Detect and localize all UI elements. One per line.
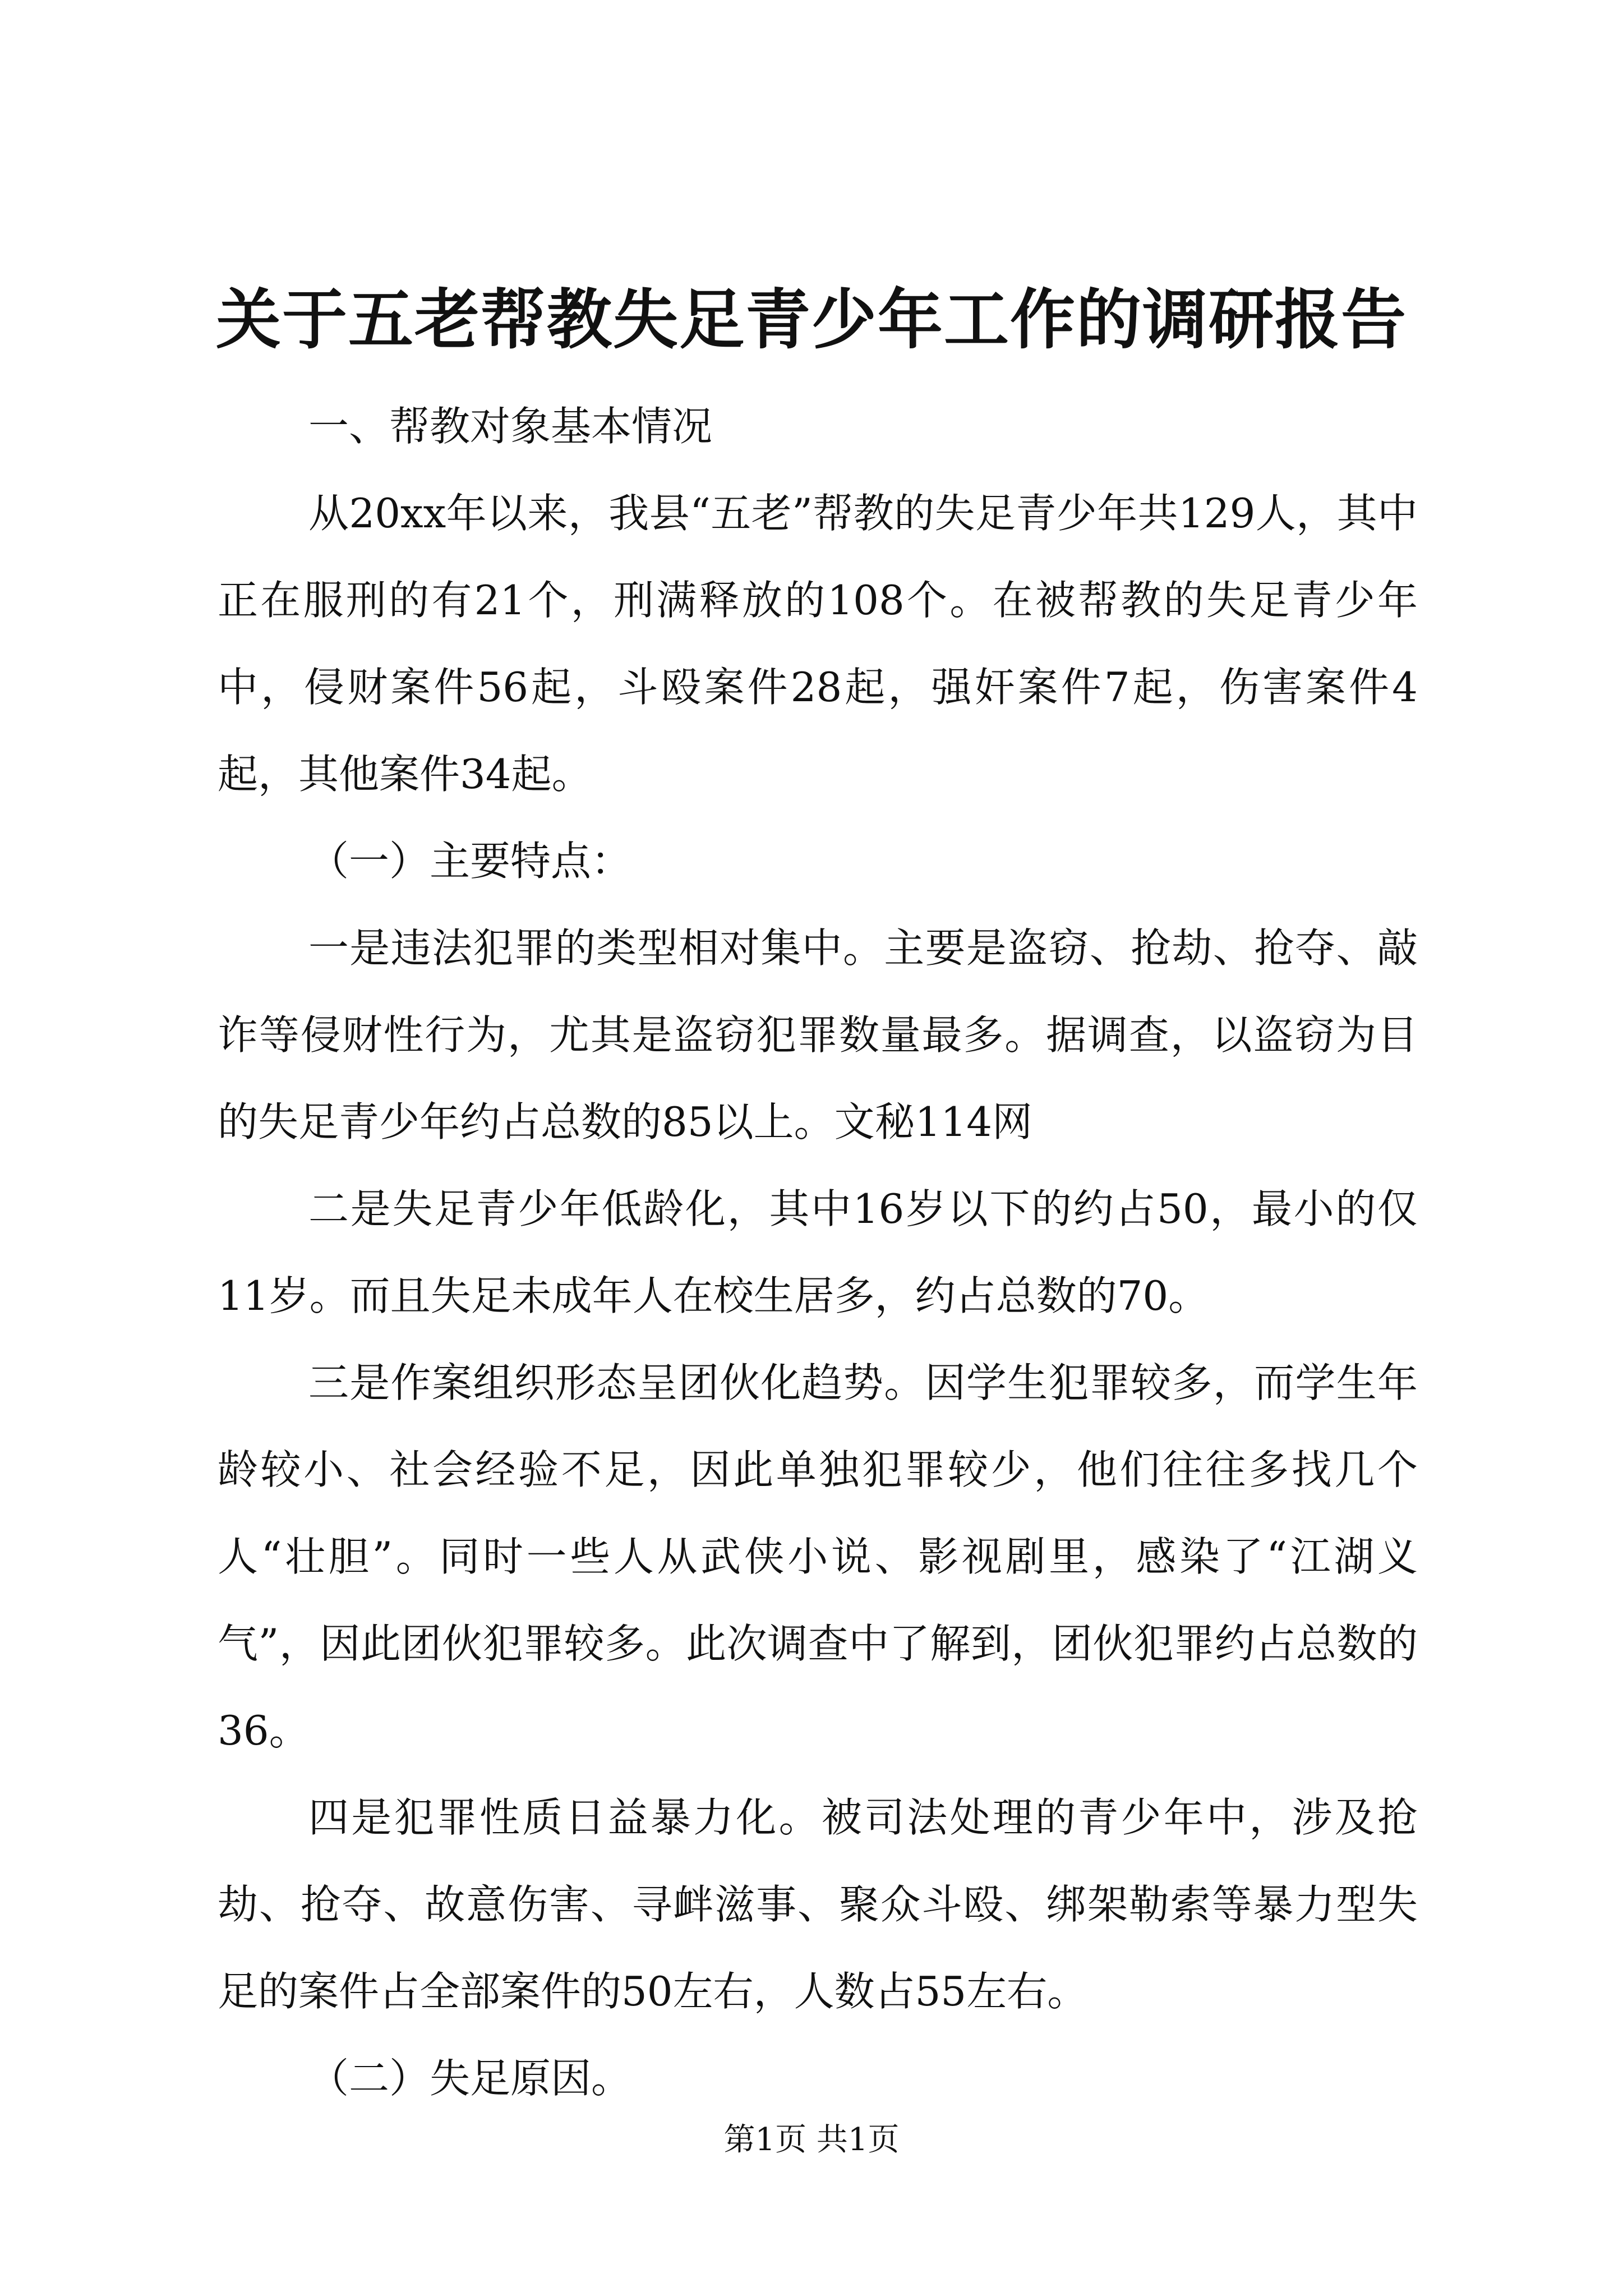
- paragraph-overview: 从20xx年以来，我县“五老”帮教的失足青少年共129人，其中正在服刑的有21个，刑满释放的108个。在被帮教的失足青少年中，侵财案件56起，斗殴案件28起，强奸案件7起，伤害案件4起，其他案件34起。: [218, 490, 1418, 798]
- paragraph-feature-3: 三是作案组织形态呈团伙化趋势。因学生犯罪较多，而学生年龄较小、社会经验不足，因此单独犯罪较少，他们往往多找几个人“壮胆”。同时一些人从武侠小说、影视剧里，感染了“江湖义气”，因此团伙犯罪较多。此次调查中了解到，团伙犯罪约占总数的36。: [218, 1359, 1418, 1754]
- document-body: [218, 383, 1418, 2122]
- page-footer: 第1页 共1页: [723, 2122, 900, 2158]
- paragraph-feature-1: 一是违法犯罪的类型相对集中。主要是盗窃、抢劫、抢夺、敲诈等侵财性行为，尤其是盗窃犯罪数量最多。据调查，以盗窃为目的失足青少年约占总数的85以上。文秘114网: [218, 924, 1418, 1145]
- subsection-heading-features: （一）主要特点：: [308, 838, 632, 885]
- subsection-heading-causes: （二）失足原因。: [308, 2055, 632, 2102]
- document-title: 关于五老帮教失足青少年工作的调研报告: [216, 282, 1407, 358]
- paragraph-feature-2: 二是失足青少年低龄化，其中16岁以下的约占50，最小的仅11岁。而且失足未成年人在校生居多，约占总数的70。: [218, 1185, 1418, 1319]
- paragraph-feature-4: 四是犯罪性质日益暴力化。被司法处理的青少年中，涉及抢劫、抢夺、故意伤害、寻衅滋事、聚众斗殴、绑架勒索等暴力型失足的案件占全部案件的50左右，人数占55左右。: [218, 1794, 1418, 2015]
- section-heading: 一、帮教对象基本情况: [308, 403, 713, 450]
